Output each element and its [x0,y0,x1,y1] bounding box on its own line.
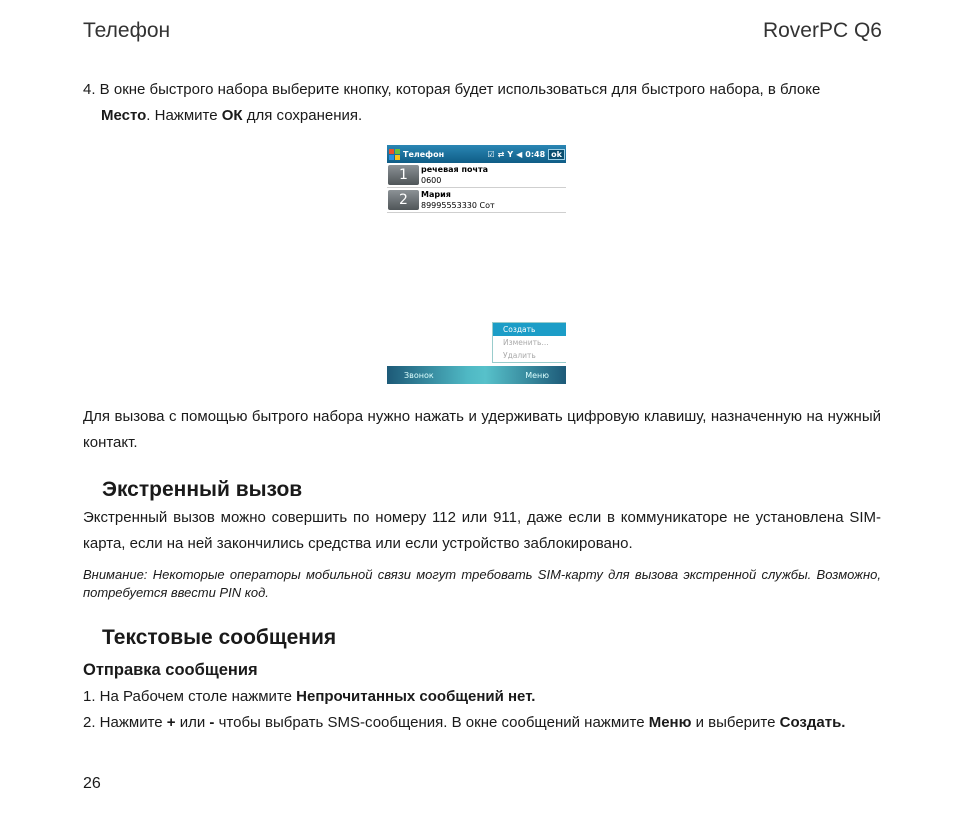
emergency-paragraph: Экстренный вызов можно совершить по номеру 112 или 911, даже если в коммуникаторе не установлена SIM-карта, если на ней закончились средства или если устройство заблокировано. [83,509,881,552]
softkey-menu[interactable]: Меню [525,370,549,380]
phone-title: Телефон [403,149,445,159]
sync-arrows-icon: ⇄ [497,149,505,159]
contact-name: речевая почта [421,165,489,174]
speed-dial-paragraph: Для вызова с помощью бытрого набора нужно нажать и удерживать цифровую клавишу, назначенную на нужный контакт. [83,408,881,451]
header-section-title: Телефон [83,19,171,42]
ok-button[interactable]: ok [548,149,565,160]
speed-dial-number-button[interactable]: 2 [388,190,419,210]
contact-phone: 0600 [421,176,442,185]
phone-title-bar [387,145,566,163]
phone-screenshot [387,145,566,384]
header-device-model: RoverPC Q6 [762,19,882,42]
softkey-bar [387,366,566,384]
contact-name: Мария [421,190,451,199]
heading-emergency-call: Экстренный вызов [102,478,303,501]
signal-icon: Y [507,149,514,159]
softkey-call[interactable]: Звонок [404,370,434,380]
speed-dial-entry[interactable] [387,163,566,188]
contact-phone: 89995553330 Сот [421,201,495,210]
context-menu [492,322,566,363]
windows-start-icon[interactable] [389,149,400,160]
menu-item-edit[interactable]: Изменить... [503,338,549,347]
subheading-send-message: Отправка сообщения [83,661,258,679]
page-number: 26 [83,775,101,792]
menu-item-create[interactable]: Создать [493,323,566,336]
sms-step-2: 2. Нажмите + или - чтобы выбрать SMS-сообщения. В окне сообщений нажмите Меню и выберите Создать. [83,714,846,731]
heading-text-messages: Текстовые сообщения [102,626,337,649]
phone-time: 0:48 [525,149,546,159]
speaker-icon: ◀ [516,149,523,159]
sms-step-1: 1. На Рабочем столе нажмите Непрочитанных сообщений нет. [83,688,536,705]
speed-dial-entry[interactable] [387,188,566,213]
step-4-paragraph: 4. В окне быстрого набора выберите кнопку, которая будет использоваться для быстрого набора, в блоке Место. Нажмите ОК для сохранения. [83,81,821,124]
speed-dial-number-button[interactable]: 1 [388,165,419,185]
menu-item-delete[interactable]: Удалить [503,351,536,360]
checkbox-icon: ☑ [487,149,495,159]
emergency-note: Внимание: Некоторые операторы мобильной связи могут требовать SIM-карту для вызова экстренной службы. Возможно, потребуется ввести PIN код. [83,567,881,600]
